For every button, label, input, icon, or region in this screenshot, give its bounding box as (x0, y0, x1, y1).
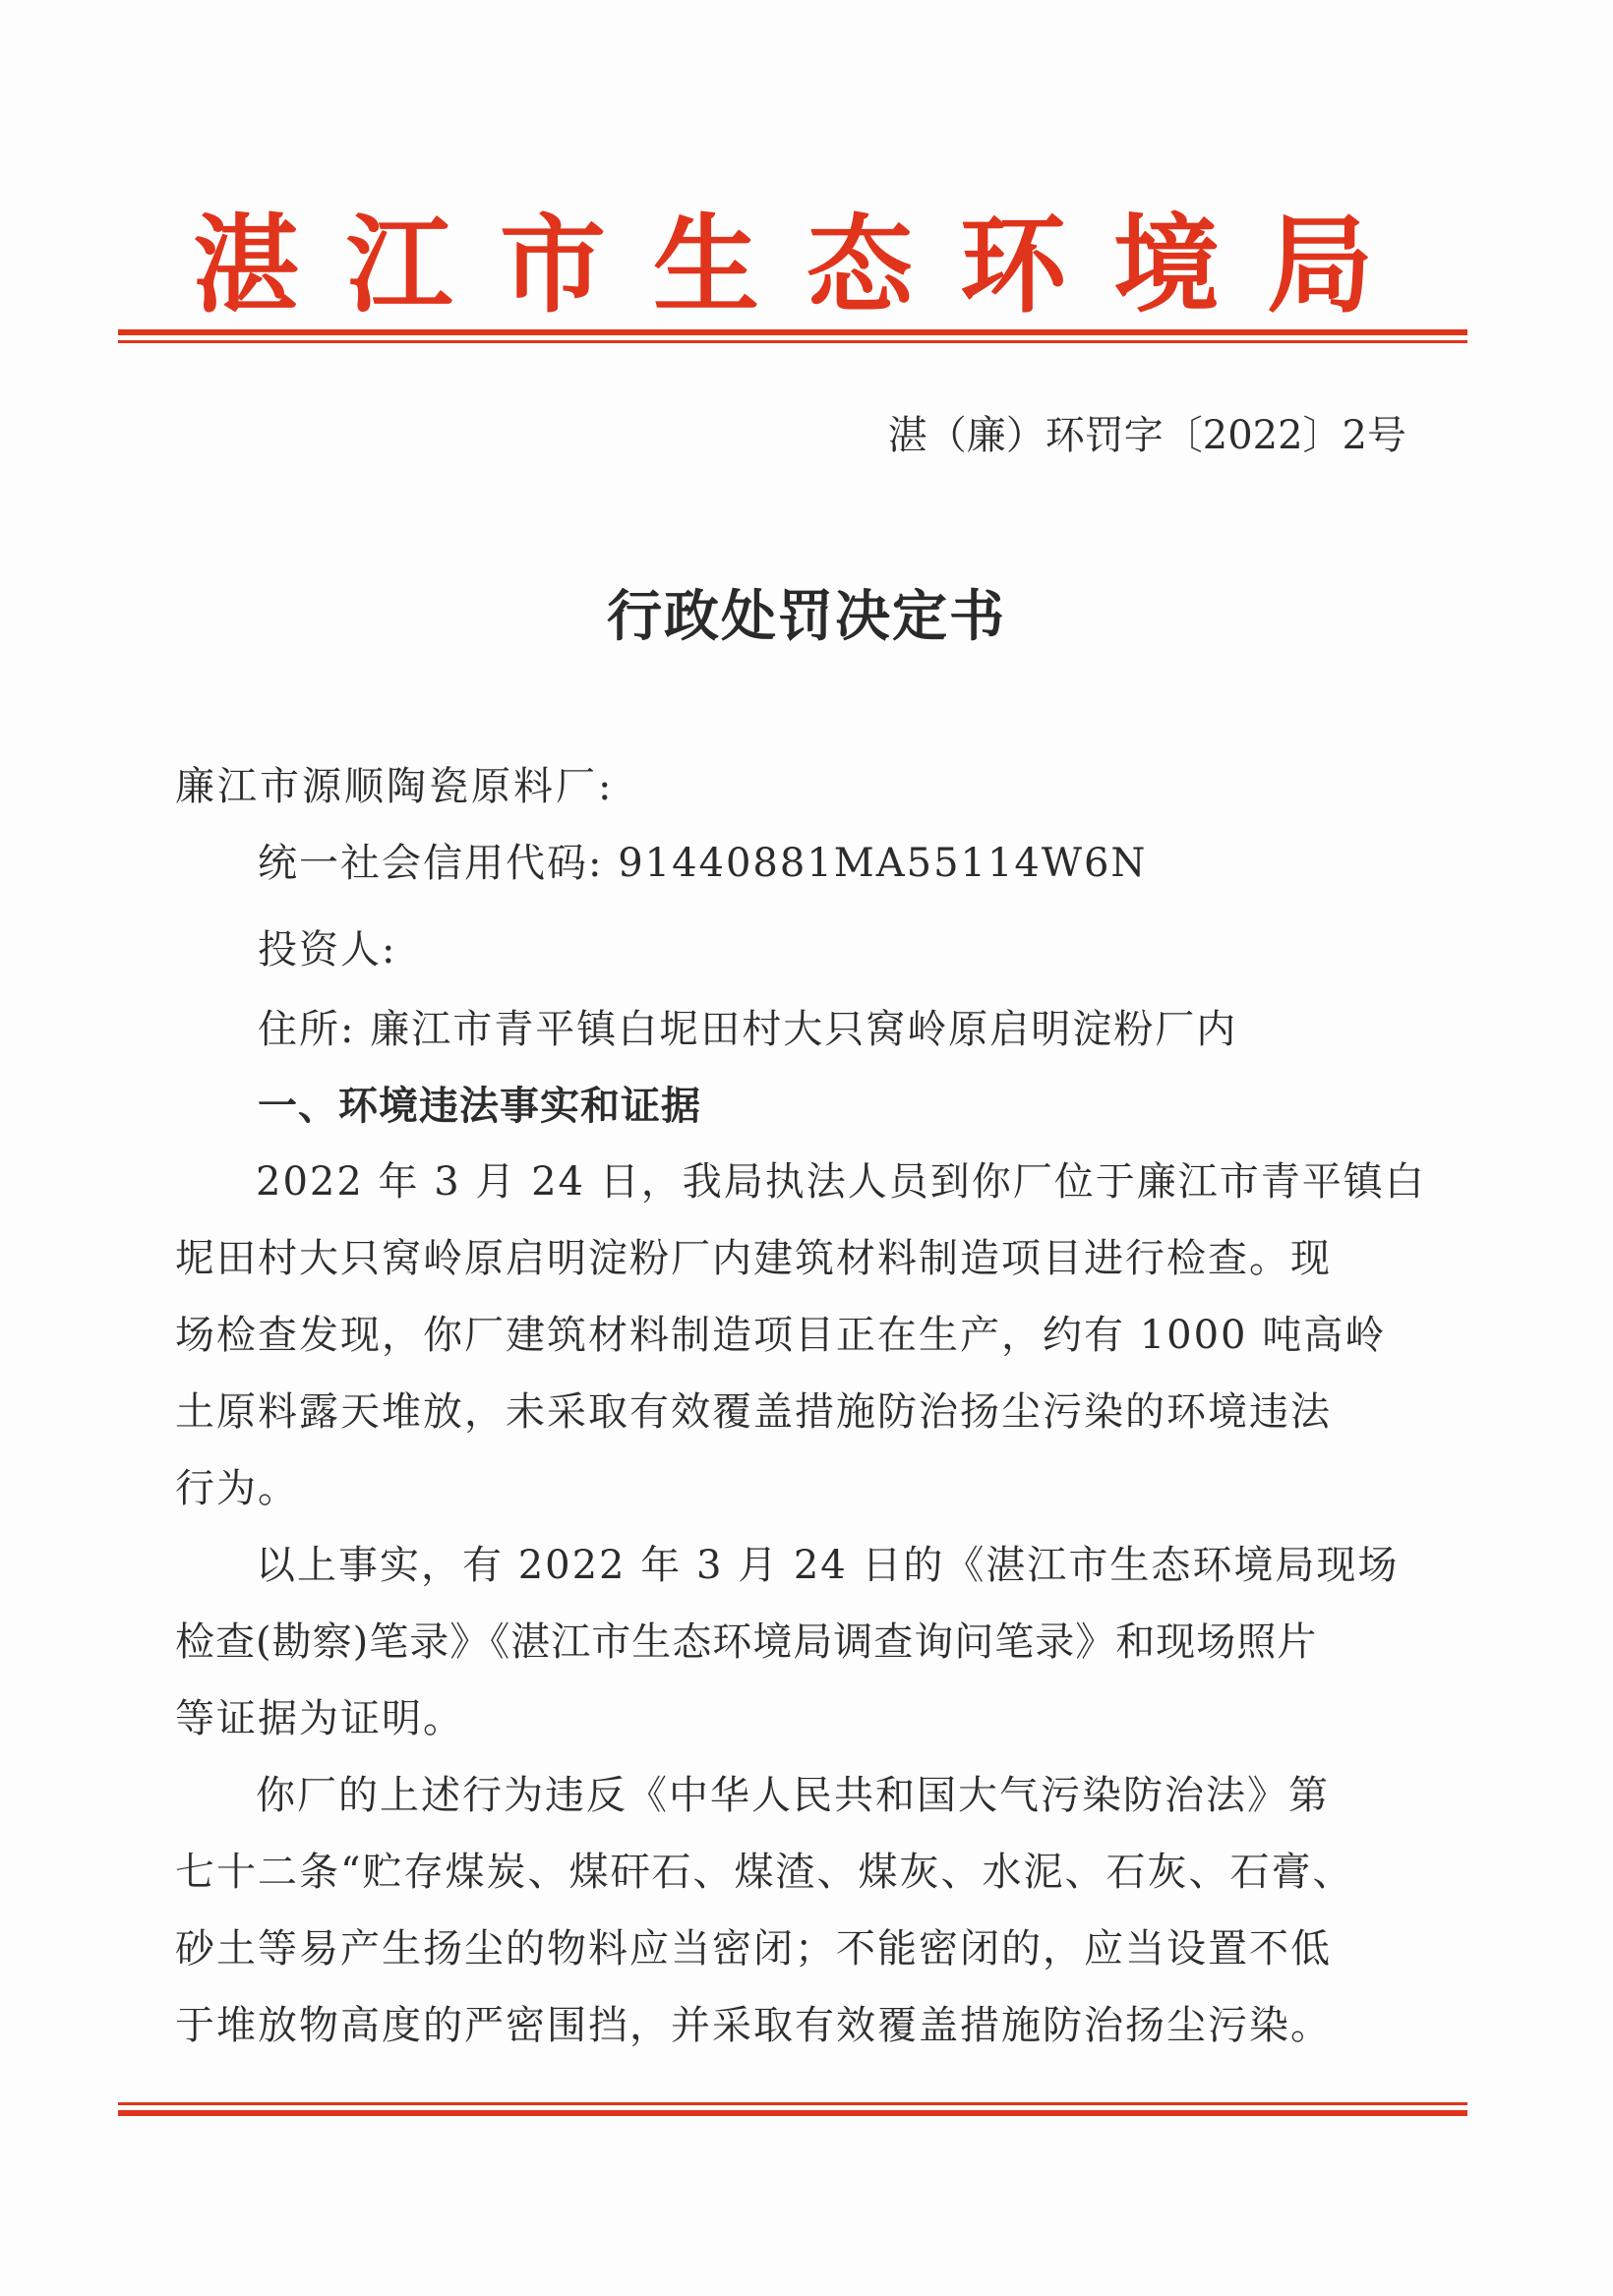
letterhead-red-rule-top (118, 329, 1467, 343)
credit-code-line: 统一社会信用代码: 91440881MA55114W6N (258, 841, 1148, 886)
paragraph-line: 砂土等易产生扬尘的物料应当密闭；不能密闭的，应当设置不低 (175, 1926, 1332, 1972)
paragraph-line: 以上事实，有 2022 年 3 月 24 日的《湛江市生态环境局现场 (256, 1543, 1400, 1588)
section-heading-violation-facts: 一、环境违法事实和证据 (258, 1084, 701, 1129)
paragraph-line: 坭田村大只窝岭原启明淀粉厂内建筑材料制造项目进行检查。现 (175, 1236, 1332, 1281)
paragraph-line: 等证据为证明。 (175, 1696, 464, 1741)
paragraph-line: 检查(勘察)笔录》《湛江市生态环境局调查询问笔录》和现场照片 (175, 1619, 1318, 1665)
address-line: 住所: 廉江市青平镇白坭田村大只窝岭原启明淀粉厂内 (258, 1007, 1238, 1052)
document-title: 行政处罚决定书 (607, 584, 1006, 649)
paragraph-line: 场检查发现，你厂建筑材料制造项目正在生产，约有 1000 吨高岭 (175, 1313, 1387, 1358)
paragraph-line: 你厂的上述行为违反《中华人民共和国大气污染防治法》第 (256, 1773, 1330, 1818)
paragraph-line: 于堆放物高度的严密围挡，并采取有效覆盖措施防治扬尘污染。 (175, 2003, 1332, 2048)
party-name: 廉江市源顺陶瓷原料厂: (175, 764, 615, 809)
document-number: 湛（廉）环罚字〔2022〕2号 (887, 413, 1406, 458)
paragraph-line: 2022 年 3 月 24 日，我局执法人员到你厂位于廉江市青平镇白 (256, 1159, 1426, 1205)
footer-red-rule (118, 2102, 1467, 2116)
investor-line: 投资人: (258, 927, 397, 972)
paragraph-line: 土原料露天堆放，未采取有效覆盖措施防治扬尘污染的环境违法 (175, 1389, 1332, 1435)
org-letterhead-title: 湛江市生态环境局 (192, 204, 1420, 327)
paragraph-line: 七十二条“贮存煤炭、煤矸石、煤渣、煤灰、水泥、石灰、石膏、 (175, 1850, 1354, 1895)
paragraph-line: 行为。 (175, 1466, 299, 1511)
